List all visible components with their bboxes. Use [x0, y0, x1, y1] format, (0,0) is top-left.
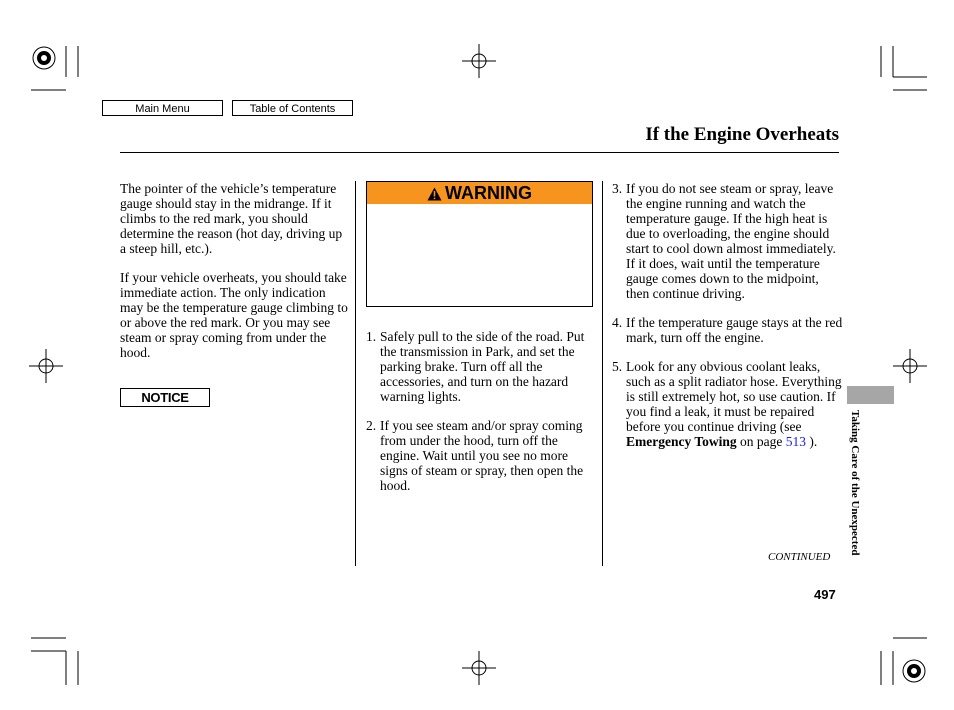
- emergency-towing-ref: Emergency Towing: [626, 434, 737, 449]
- title-rule: [120, 152, 839, 153]
- intro-paragraph: The pointer of the vehicle’s temperature gauge should stay in the midrange. If it climbs to the red mark, you should determine the reason (hot day, driving up a steep hill, etc.).: [120, 181, 343, 256]
- section-side-text: Taking Care of the Unexpected: [849, 410, 861, 556]
- step-number: 1.: [366, 329, 377, 344]
- step-text: If you see steam and/or spray coming from under the hood, turn off the engine. Wait until you see no more signs of steam or spray, then open the hood.: [380, 418, 584, 493]
- step-text: If you do not see steam or spray, leave the engine running and watch the temperature gauge. If the high heat is due to overloading, the engine should start to cool down almost immediately. If it does, wait until the temperature gauge comes down to the midpoint, then continue driving.: [626, 181, 836, 301]
- page-link[interactable]: 513: [785, 434, 806, 449]
- step-item: [366, 418, 592, 493]
- continued-label: CONTINUED: [768, 551, 831, 563]
- main-menu-button[interactable]: Main Menu: [102, 100, 223, 116]
- steps-column-middle: [366, 329, 592, 507]
- warning-triangle-icon: [427, 187, 442, 201]
- step-item: [612, 315, 844, 345]
- section-tab: [847, 386, 894, 404]
- step-number: 5.: [612, 359, 623, 374]
- step-number: 2.: [366, 418, 377, 433]
- step-item: [366, 329, 592, 404]
- intro-column: [120, 181, 348, 374]
- step-number: 3.: [612, 181, 623, 196]
- step-text: [626, 359, 842, 449]
- warning-box: [366, 181, 593, 307]
- step-text-part: Look for any obvious coolant leaks, such as a split radiator hose. Everything is still extremely hot, so use caution. If you find a leak, it must be repaired before you continue driving (see: [626, 359, 842, 434]
- step-text-part: on page: [736, 434, 786, 449]
- step-text-part: ).: [806, 434, 818, 449]
- notice-label: NOTICE: [120, 388, 210, 407]
- section-side-label: [849, 410, 861, 580]
- overheat-paragraph: If your vehicle overheats, you should take immediate action. The only indication may be the temperature gauge climbing to or above the red mark. Or you may see steam or spray coming from under the hood.: [120, 270, 348, 360]
- step-item: [612, 181, 844, 301]
- column-divider: [355, 181, 356, 566]
- page-number: 497: [814, 587, 836, 602]
- step-number: 4.: [612, 315, 623, 330]
- table-of-contents-button[interactable]: Table of Contents: [232, 100, 353, 116]
- steps-column-right: [612, 181, 844, 463]
- page-title: If the Engine Overheats: [645, 124, 839, 145]
- step-text: If the temperature gauge stays at the red mark, turn off the engine.: [626, 315, 843, 345]
- step-text: Safely pull to the side of the road. Put the transmission in Park, and set the parking brake. Turn off all the accessories, and turn on the hazard warning lights.: [380, 329, 585, 404]
- warning-label: WARNING: [445, 183, 532, 203]
- warning-header: [367, 182, 592, 204]
- column-divider: [602, 181, 603, 566]
- step-item: [612, 359, 844, 449]
